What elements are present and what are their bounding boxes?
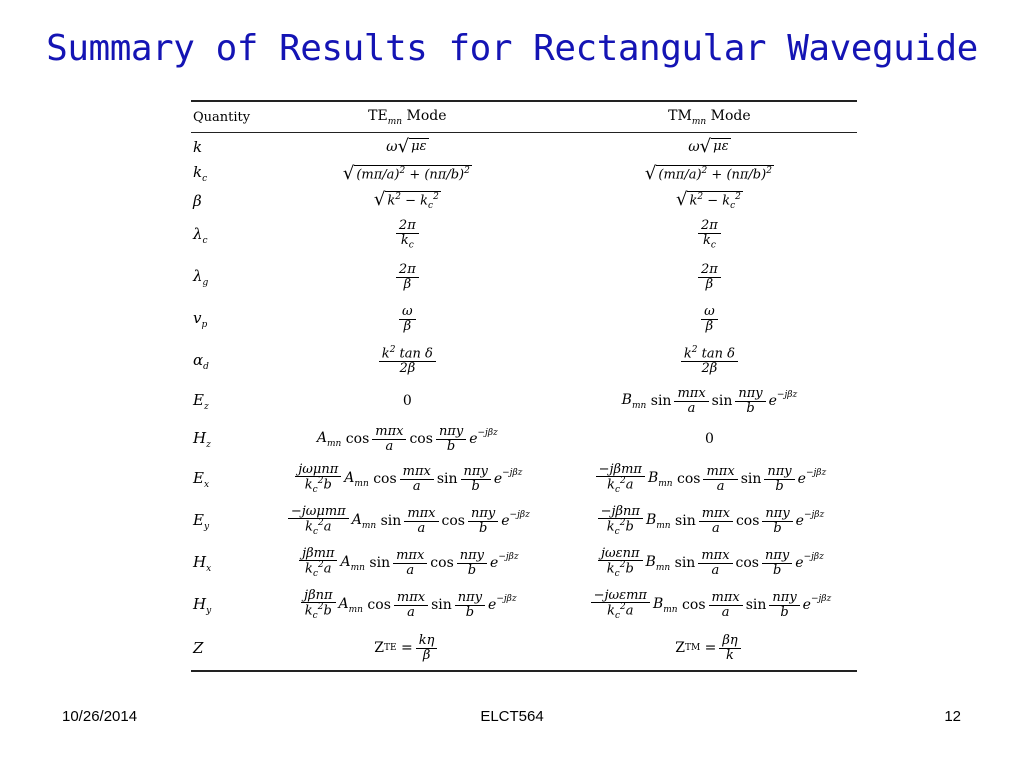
table-row-hx (191, 542, 857, 584)
header-te-mode: $TE_{mn}$ Mode (368, 107, 447, 127)
te-cell: Z TE = $\frac{k\eta}{\beta}$ (253, 634, 562, 662)
tm-cell: $\frac{k^2 \tan \delta}{2\beta}$ (562, 346, 857, 376)
te-cell: ω √ με (386, 135, 427, 157)
quantity-label: $\lambda_g$ (193, 266, 209, 288)
te-cell: $\frac{2\pi}{k_c}$ (253, 219, 562, 251)
te-cell: $A_{mn}$ cos $\frac{\text{mπx}}{a}$ cos $\frac{\text{nπy}}{b}$ e −jβz (316, 423, 498, 454)
table-row-lambda-c (191, 214, 857, 256)
quantity-label: $E_x$ (193, 468, 210, 490)
footer-course: ELCT564 (480, 708, 544, 725)
footer-date: 10/26/2014 (62, 708, 138, 725)
tm-cell: $\frac{2\pi}{\beta}$ (562, 263, 857, 291)
tm-cell: $\frac{\text{−jωεmπ}}{k_c^2a}$ $B_{mn}$ cos $\frac{\text{mπx}}{a}$ sin $\frac{\text{nπy}}{b}$ e −jβz (562, 589, 857, 622)
table-row-hz (191, 420, 857, 458)
te-cell: $\frac{\text{jβnπ}}{k_c^2b}$ $A_{mn}$ cos $\frac{\text{mπx}}{a}$ sin $\frac{\text{nπy}}{b}$ e −jβz (253, 589, 562, 622)
quantity-label: $H_y$ (193, 594, 212, 616)
table-row-k (191, 133, 857, 160)
te-cell: $\frac{\text{−jωμmπ}}{k_c^2a}$ $A_{mn}$ sin $\frac{\text{mπx}}{a}$ cos $\frac{\text{nπy}}{b}$ e −jβz (253, 505, 562, 538)
table-row-ez (191, 382, 857, 420)
te-cell: 0 (402, 393, 412, 409)
table-row-ex (191, 458, 857, 500)
te-cell: √ $(m\pi/a)^2 + (n\pi/b)^2$ (342, 162, 470, 184)
quantity-label: β (193, 191, 202, 210)
table-row-kc (191, 160, 857, 187)
tm-cell: $\frac{\text{−jβnπ}}{k_c^2b}$ $B_{mn}$ sin $\frac{\text{mπx}}{a}$ cos $\frac{\text{nπy}}{b}$ e −jβz (562, 505, 857, 538)
tm-cell: $\frac{\text{−jβmπ}}{k_c^2a}$ $B_{mn}$ cos $\frac{\text{mπx}}{a}$ sin $\frac{\text{nπy}}{b}$ e −jβz (562, 463, 857, 496)
table-row-hy (191, 584, 857, 626)
header-tm-mode: $TM_{mn}$ Mode (668, 107, 751, 127)
quantity-label: $E_z$ (193, 390, 209, 412)
te-cell: $\frac{\omega}{\beta}$ (253, 305, 562, 333)
quantity-label: $E_y$ (193, 510, 210, 532)
waveguide-results-table (191, 100, 857, 672)
table-row-lambda-g (191, 256, 857, 298)
quantity-label: $H_x$ (193, 552, 212, 574)
tm-cell: 0 (704, 431, 714, 447)
te-cell: $\frac{2\pi}{\beta}$ (253, 263, 562, 291)
quantity-label: k (193, 137, 203, 156)
quantity-label: $v_p$ (193, 308, 208, 330)
tm-cell: $B_{mn}$ sin $\frac{\text{mπx}}{a}$ sin $\frac{\text{nπy}}{b}$ e −jβz (621, 385, 798, 416)
te-cell: $\frac{\text{jωμnπ}}{k_c^2b}$ $A_{mn}$ cos $\frac{\text{mπx}}{a}$ sin $\frac{\text{nπy}}{b}$ e −jβz (253, 463, 562, 496)
quantity-label: $k_c$ (193, 163, 208, 184)
table-row-alpha-d (191, 340, 857, 382)
tm-cell: √ $k^2 - k_c^2$ (675, 188, 741, 211)
te-cell: √ $k^2 - k_c^2$ (373, 188, 439, 211)
quantity-label: Z (193, 639, 204, 657)
table-row-ey (191, 500, 857, 542)
tm-cell: ω √ με (688, 135, 729, 157)
table-header-row (191, 102, 857, 133)
te-cell: $\frac{\text{jβmπ}}{k_c^2a}$ $A_{mn}$ sin $\frac{\text{mπx}}{a}$ cos $\frac{\text{nπy}}{b}$ e −jβz (253, 547, 562, 580)
tm-cell: $\frac{\omega}{\beta}$ (562, 305, 857, 333)
tm-cell: √ $(m\pi/a)^2 + (n\pi/b)^2$ (644, 162, 772, 184)
tm-cell: $\frac{2\pi}{k_c}$ (562, 219, 857, 251)
tm-cell: $\frac{\text{jωεnπ}}{k_c^2b}$ $B_{mn}$ sin $\frac{\text{mπx}}{a}$ cos $\frac{\text{nπy}}{b}$ e −jβz (562, 547, 857, 580)
table-row-vp (191, 298, 857, 340)
te-cell: $\frac{k^2 \tan \delta}{2\beta}$ (253, 346, 562, 376)
quantity-label: $\lambda_c$ (193, 224, 208, 246)
quantity-label: $\alpha_d$ (193, 350, 209, 372)
tm-cell: Z TM = $\frac{\beta\eta}{k}$ (562, 634, 857, 662)
header-quantity: Quantity (193, 109, 251, 125)
quantity-label: $H_z$ (193, 428, 211, 450)
slide-title: Summary of Results for Rectangular Waveguide (46, 28, 978, 69)
table-row-z (191, 626, 857, 670)
footer-page-number: 12 (944, 708, 961, 725)
table-row-beta (191, 187, 857, 214)
